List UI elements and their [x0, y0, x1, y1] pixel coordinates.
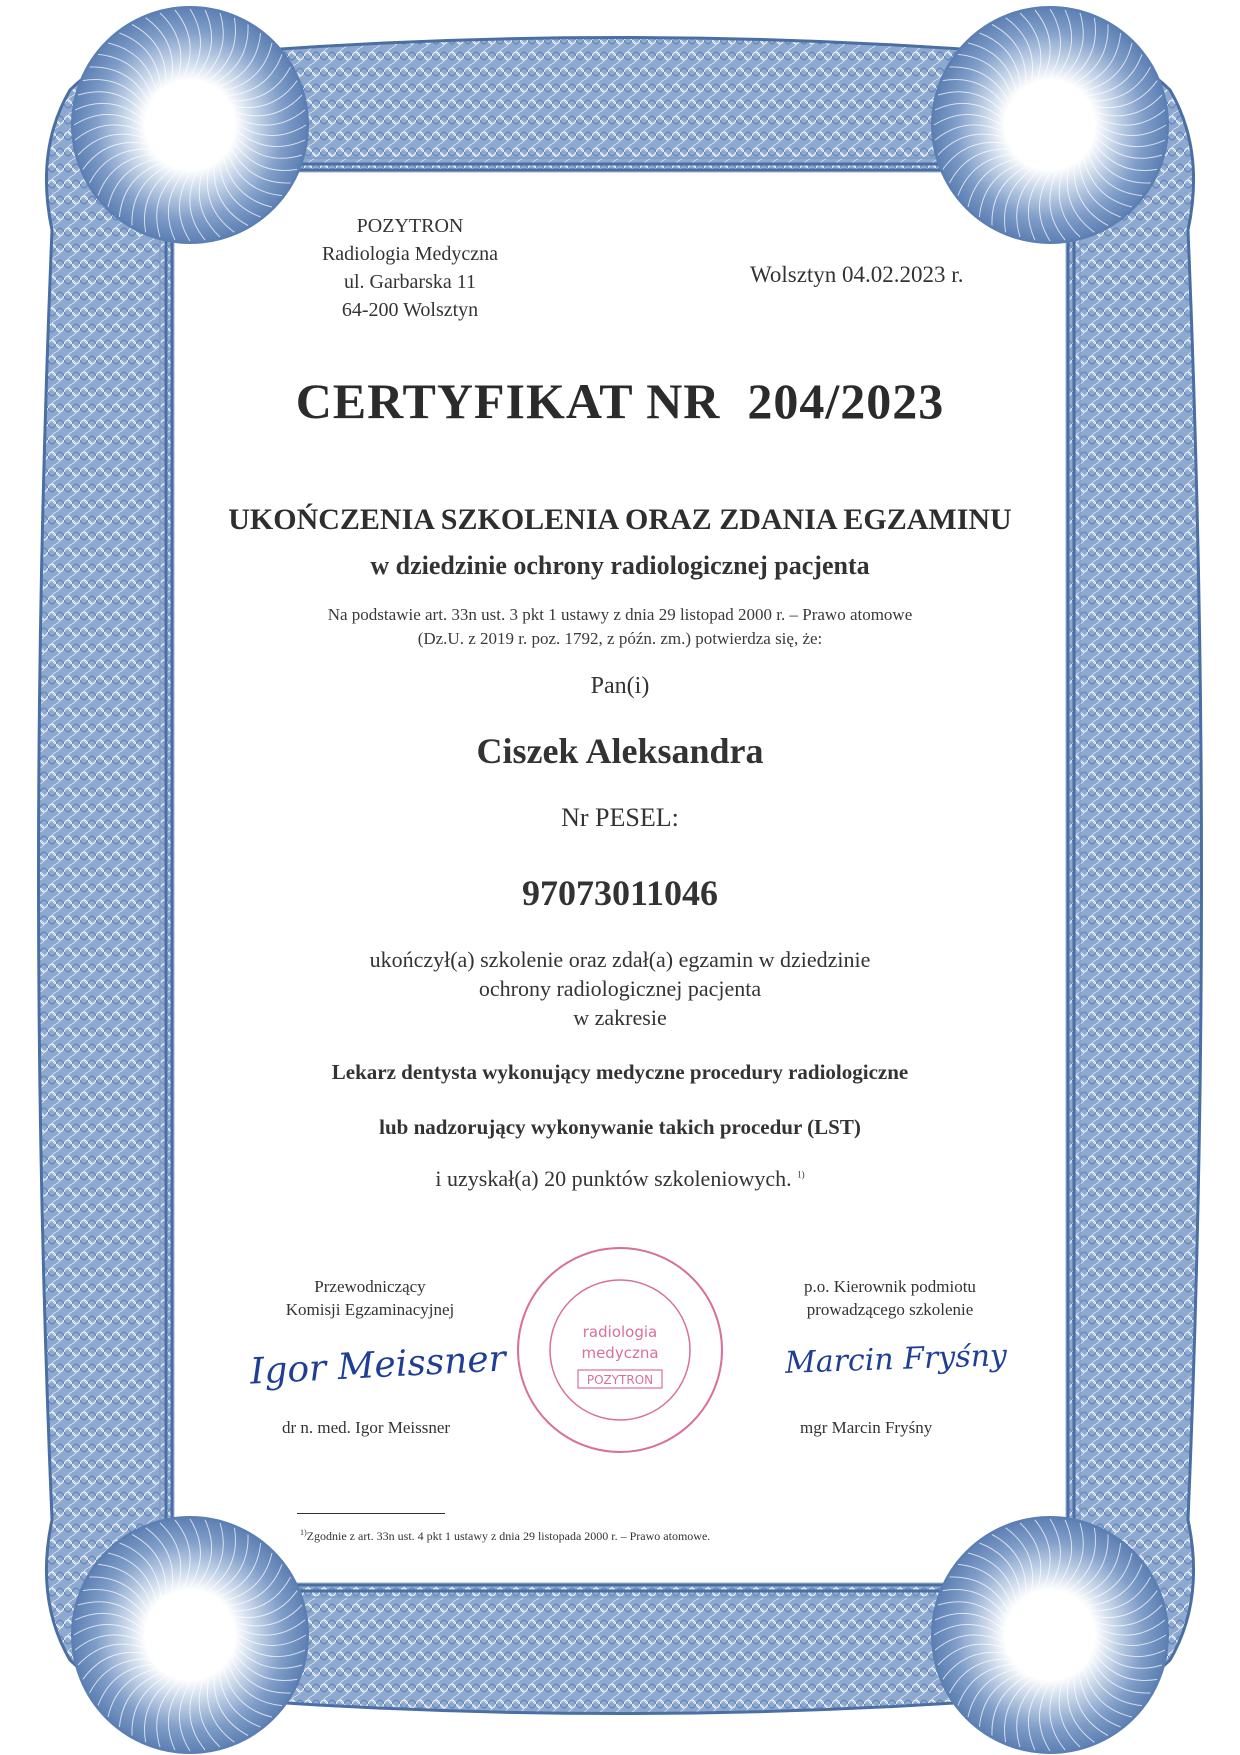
- signature-right: Marcin Fryśny: [784, 1338, 1008, 1381]
- issuer-street: ul. Garbarska 11: [344, 271, 476, 293]
- certificate-title: CERTYFIKAT NR 204/2023: [295, 373, 945, 429]
- round-stamp: [510, 1240, 730, 1460]
- issuer-line2: Radiologia Medyczna: [321, 243, 499, 265]
- points-statement: [0, 1166, 1240, 1192]
- signatory-right-title-line2: prowadzącego szkolenie: [806, 1300, 974, 1319]
- body-line2: ochrony radiologicznej pacjenta: [478, 976, 762, 1001]
- footnote-divider: [297, 1513, 445, 1514]
- issuer-address: [290, 212, 530, 324]
- recipient-name: Ciszek Aleksandra: [476, 731, 764, 771]
- signatory-left-title: [200, 1275, 540, 1321]
- stamp-line2: medyczna: [581, 1344, 659, 1362]
- pesel-number: 97073011046: [521, 873, 718, 913]
- stamp-line1: radiologia: [582, 1323, 658, 1341]
- points-text: i uzyskał(a) 20 punktów szkoleniowych.: [435, 1166, 792, 1191]
- body-line1: ukończył(a) szkolenie oraz zdał(a) egzamin w dziedzinie: [369, 947, 871, 972]
- scope-line2: lub nadzorujący wykonywanie takich procedur (LST): [379, 1115, 861, 1139]
- body-line3: w zakresie: [573, 1005, 667, 1030]
- salutation: Pan(i): [590, 673, 650, 699]
- signatory-left-title-line1: Przewodniczący: [314, 1277, 426, 1296]
- footnote-marker: 1): [300, 1528, 307, 1537]
- completion-text: [0, 945, 1240, 1032]
- pesel-label: Nr PESEL:: [561, 803, 679, 832]
- signatory-right-title: [760, 1275, 1020, 1321]
- issue-date: Wolsztyn 04.02.2023 r.: [750, 262, 964, 287]
- subtitle-line2: w dziedzinie ochrony radiologicznej pacjenta: [370, 551, 870, 580]
- signature-left: Igor Meissner: [249, 1338, 507, 1393]
- footnote: [300, 1528, 710, 1544]
- legal-line2: (Dz.U. z 2019 r. poz. 1792, z późn. zm.) potwierdza się, że:: [417, 629, 823, 648]
- issuer-city: 64-200 Wolsztyn: [341, 299, 479, 321]
- legal-basis: [0, 603, 1240, 651]
- footnote-text: Zgodnie z art. 33n ust. 4 pkt 1 ustawy z dnia 29 listopada 2000 r. – Prawo atomowe.: [306, 1529, 711, 1543]
- issuer-name: POZYTRON: [356, 215, 464, 237]
- points-footnote-marker: 1): [797, 1169, 805, 1180]
- signatory-left-name: dr n. med. Igor Meissner: [282, 1418, 451, 1437]
- legal-line1: Na podstawie art. 33n ust. 3 pkt 1 ustawy z dnia 29 listopad 2000 r. – Prawo atomowe: [327, 605, 913, 624]
- signatory-left-title-line2: Komisji Egzaminacyjnej: [285, 1300, 455, 1319]
- stamp-line3: POZYTRON: [586, 1373, 654, 1387]
- signatory-right-name: mgr Marcin Fryśny: [800, 1418, 933, 1437]
- signatory-right-title-line1: p.o. Kierownik podmiotu: [804, 1277, 976, 1296]
- scope-line1: Lekarz dentysta wykonujący medyczne procedury radiologiczne: [331, 1060, 909, 1084]
- subtitle-line1: UKOŃCZENIA SZKOLENIA ORAZ ZDANIA EGZAMINU: [228, 503, 1012, 536]
